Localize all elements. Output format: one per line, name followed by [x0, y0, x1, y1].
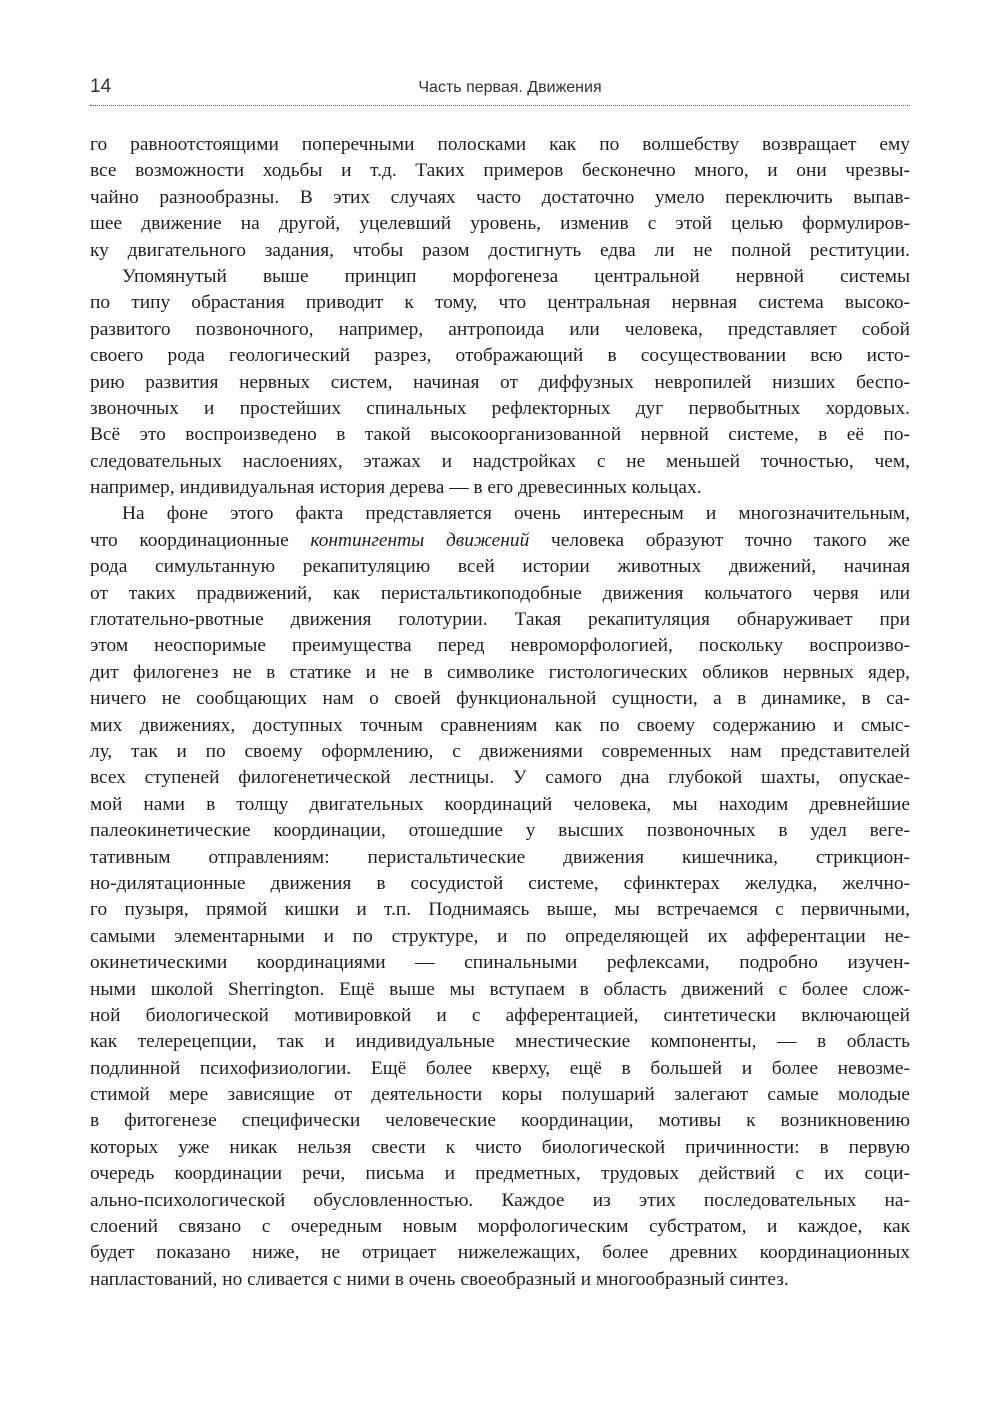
paragraph [90, 132, 910, 264]
text-line: ку двигательного задания, чтобы разом достигнуть едва ли не полной реституции. [90, 239, 910, 261]
text-line: На фоне этого факта представляется очень интересным и многозначительным, [122, 503, 910, 525]
running-head: Часть первая. Движения [418, 79, 602, 96]
text-line: Упомянутый выше принцип морфогенеза центральной нервной системы [122, 265, 910, 287]
text-line: очередь координации речи, письма и предметных, трудовых действий с их соци- [90, 1163, 910, 1185]
text-line-with-italic [90, 528, 910, 554]
text-line: следовательных наслоениях, этажах и надстройках с не меньшей точностью, чем, [90, 450, 910, 472]
text-line: самыми элементарными и по структуре, и по определяющей их афферентации не- [90, 925, 910, 947]
text-line: шее движение на другой, уцелевший уровень, изменив с этой целью формулиров- [90, 213, 910, 235]
text-line: ально-психологической обусловленностью. Каждое из этих последовательных на- [90, 1189, 910, 1211]
header-divider [90, 105, 910, 106]
text-fragment: что координационные [90, 529, 311, 551]
text-line: палеокинетические координации, отошедшие у высших позвоночных в удел веге- [90, 820, 910, 842]
text-line: в фитогенезе специфически человеческие координации, мотивы к возникновению [90, 1110, 910, 1132]
text-line: например, индивидуальная история дерева — в его древесинных кольцах. [90, 477, 702, 499]
text-line: этом неоспоримые преимущества перед невроморфологией, поскольку воспроизво- [90, 635, 910, 657]
text-line: мой нами в толщу двигательных координаций человека, мы находим древнейшие [90, 793, 910, 815]
text-line: подлинной психофизиологии. Ещё более кверху, ещё в большей и более невозме- [90, 1057, 910, 1079]
text-fragment: человека образуют точно такого же [529, 529, 910, 551]
text-line: рода симультанную рекапитуляцию всей истории животных движений, начиная [90, 556, 910, 578]
page-header [90, 76, 910, 100]
text-line: от таких прадвижений, как перистальтикоподобные движения кольчатого червя или [90, 582, 910, 604]
text-line: все возможности ходьбы и т.д. Таких примеров бесконечно много, и они чрезвы- [90, 160, 910, 182]
paragraph [90, 264, 910, 502]
text-line: глотательно-рвотные движения голотурии. Такая рекапитуляция обнаруживает при [90, 609, 910, 631]
text-line: го равноотстоящими поперечными полосками как по волшебству возвращает ему [90, 134, 910, 155]
body-text [90, 132, 910, 1293]
text-line: го пузыря, прямой кишки и т.п. Поднимаясь выше, мы встречаемся с первичными, [90, 899, 910, 921]
page-number: 14 [90, 76, 112, 97]
text-line: ной биологической мотивировкой и с афферентацией, синтетически включающей [90, 1004, 910, 1026]
paragraph [90, 501, 910, 1293]
text-line: лу, так и по своему оформлению, с движениями современных нам представителей [90, 740, 910, 762]
text-line: но-дилятационные движения в сосудистой системе, сфинктерах желудка, желчно- [90, 872, 910, 894]
text-line: стимой мере зависящие от деятельности коры полушарий залегают самые молодые [90, 1084, 910, 1106]
text-line: тативным отправлениям: перистальтические движения кишечника, стрикцион- [90, 846, 910, 868]
text-line: развитого позвоночного, например, антропоида или человека, представляет собой [90, 318, 910, 340]
text-line: чайно разнообразны. В этих случаях часто достаточно умело переключить выпав- [90, 186, 910, 208]
text-line: будет показано ниже, не отрицает нижележащих, более древних координационных [90, 1242, 910, 1264]
text-line: своего рода геологический разрез, отображающий в сосуществовании всю исто- [90, 345, 910, 367]
text-line: ничего не сообщающих нам о своей функциональной сущности, а в динамике, в са- [90, 688, 910, 710]
text-line: всех ступеней филогенетической лестницы. У самого дна глубокой шахты, опускае- [90, 767, 910, 789]
text-line: которых уже никак нельзя свести к чисто биологической причинности: в первую [90, 1136, 910, 1158]
text-line: рию развития нервных систем, начиная от диффузных невропилей низших беспо- [90, 371, 910, 393]
text-line: слоений связано с очередным новым морфологическим субстратом, и каждое, как [90, 1216, 910, 1238]
text-line: Всё это воспроизведено в такой высокоорганизованной нервной системе, в её по- [90, 424, 910, 446]
text-line: по типу обрастания приводит к тому, что центральная нервная система высоко- [90, 292, 910, 314]
text-line: мих движениях, доступных точным сравнениям как по своему содержанию и смыс- [90, 714, 910, 736]
italic-term: контингенты движений [310, 529, 530, 551]
book-page [90, 0, 910, 1424]
text-line: ными школой Sherrington. Ещё выше мы вступаем в область движений с более слож- [90, 978, 910, 1000]
text-line: звоночных и простейших спинальных рефлекторных дуг первобытных хордовых. [90, 397, 910, 419]
text-line: как телерецепции, так и индивидуальные мнестические компоненты, — в область [90, 1031, 910, 1053]
text-line: дит филогенез не в статике и не в символике гистологических обликов нервных ядер, [90, 661, 910, 683]
text-line: окинетическими координациями — спинальными рефлексами, подробно изучен- [90, 952, 910, 974]
text-line: напластований, но сливается с ними в очень своеобразный и многообразный синтез. [90, 1268, 789, 1290]
